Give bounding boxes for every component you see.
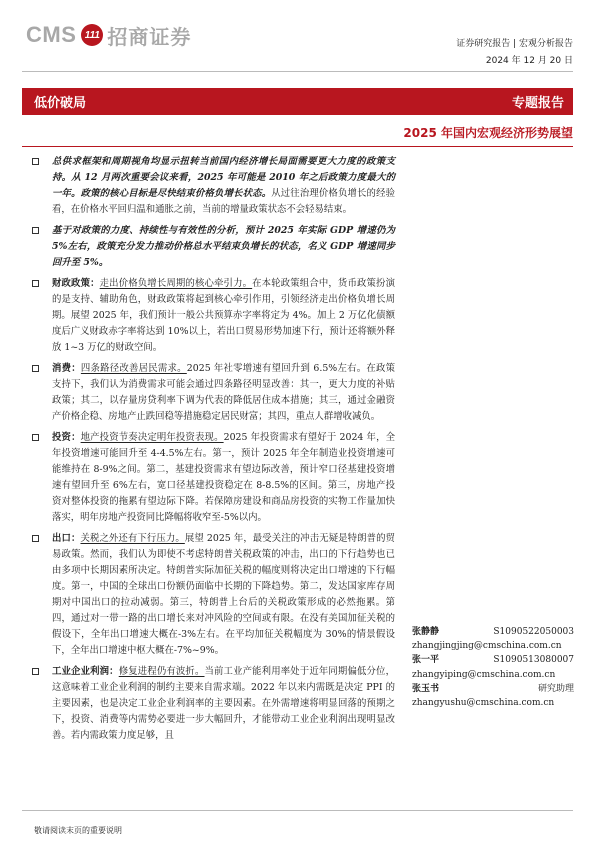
analyst-name: 张一平 (412, 655, 440, 666)
bullet-lead: 消费： (52, 363, 81, 374)
analyst-row (412, 653, 574, 667)
analyst-email[interactable]: zhangjingjing@cmschina.com.cn (412, 641, 562, 652)
title-banner (22, 88, 573, 115)
report-type: 证券研究报告 | 宏观分析报告 (456, 39, 573, 49)
bullet-headline: 关税之外还有下行压力。 (80, 533, 185, 544)
bullet-lead: 出口： (52, 533, 81, 544)
bullet-square-icon (32, 158, 39, 165)
logo-mark-text: 111 (84, 29, 100, 41)
report-date: 2024 年 12 月 20 日 (485, 56, 573, 66)
analyst-email[interactable]: zhangyiping@cmschina.com.cn (412, 669, 556, 680)
logo-mark-icon (81, 24, 103, 46)
bullet-text: 2025 年社零增速有望回升到 6.5%左右。在政策支持下，我们认为消费需求可能会通过四条路径明显改善：其一，更大力度的补贴政策；其二，以存量房贷利率下调为代表的降低居住成本措施；其三，通过金融资产价格企稳、房地产止跌回稳等措施稳定居民财富；其四，重点人群增收减负。 (52, 363, 395, 422)
logo-chinese-text: 招商证券 (107, 24, 192, 49)
bullet-bold-text: 基于对政策的力度、持续性与有效性的分析，预计 2025 年实际 GDP 增速仍为 5%左右，政策充分发力推动价格总水平结束负增长的状态，名义 GDP 增速同步回升至 5%。 (52, 225, 395, 268)
summary-bullet (30, 223, 395, 271)
bullet-bold-text: 总供求框架和周期视角均显示扭转当前国内经济增长局面需要更大力度的政策支持。从 12 月两次重要会议来看，2025 年可能是 2010 年之后政策力度最大的一年。政策的核心目标是尽快结束价格负增长状态。 (52, 156, 395, 199)
bullet-headline: 地产投资节奏决定明年投资表现。 (80, 432, 224, 443)
bullet-square-icon (32, 434, 39, 441)
bullet-lead: 财政政策： (52, 278, 100, 289)
bullet-text: 从过往治理价格负增长的经验看，在价格水平回归温和通胀之前，当前的增量政策状态不会轻易结束。 (52, 188, 395, 215)
analyst-row (412, 625, 574, 639)
consumption-bullet (30, 361, 395, 425)
analyst-list (412, 625, 574, 710)
bullet-text: 在本轮政策组合中，货币政策扮演的是支持、辅助角色，财政政策将起到核心牵引作用，引领经济走出价格负增长周期。展望 2025 年，我们预计一般公共预算赤字率将定为 4%。加上 2 万亿化债额度后广义财政赤字率将达到 10%以上，若出口贸易形势加速下行，预计还将额外释放 1~3 万亿的财政空间。 (52, 278, 395, 353)
bullet-lead: 投资： (52, 432, 81, 443)
report-title: 低价破局 (34, 96, 87, 111)
analyst-email[interactable]: zhangyushu@cmschina.com.cn (412, 698, 555, 709)
footer-note: 敬请阅读末页的重要说明 (34, 826, 122, 835)
bullet-headline: 走出价格负增长周期的核心牵引力。 (99, 278, 253, 289)
bullet-square-icon (32, 365, 39, 372)
logo-latin-text: CMS (26, 22, 77, 47)
analyst-name: 张静静 (412, 627, 440, 637)
bullet-square-icon (32, 535, 39, 542)
bullet-square-icon (32, 227, 39, 234)
industrial-profit-bullet (30, 664, 395, 744)
report-tag: 专题报告 (511, 96, 564, 111)
analyst-role: 研究助理 (537, 683, 574, 694)
bullet-text: 展望 2025 年，最受关注的冲击无疑是特朗普的贸易政策。然而，我们认为即使不考虑特朗普关税政策的冲击，出口的下行趋势也已由多项中长期因素所决定。特朗普实际加征关税的幅度则将决定出口增速的下行幅度。第一，中国的全球出口份额仍面临中长期的下降趋势。第二，发达国家库存周期对中国出口的拉动减弱。第三，特朗普上台后的关税政策形成的必然拖累。第四，通过对一带一路的出口增长来对冲风险的空间或有限。在没有美国加征关税的假设下，全年出口增速大概在-3%左右。在平均加征关税幅度为 30%的情景假设下，全年出口增速中枢大概在-7%~9%。 (52, 533, 395, 656)
analyst-id: S1090522050003 (493, 627, 574, 637)
bullet-lead: 工业企业利润： (52, 666, 119, 677)
bullet-text: 当前工业产能利用率处于近年同期偏低分位，这意味着工业企业利润的制约主要来自需求端。2022 年以来内需既是决定 PPI 的主要因素，也是决定工业企业利润率的主要因素。在外需增速将明显回落的预期之下，投资、消费等内需势必要进一步大幅回升，才能带动工业企业利润出现明显改善。若内需政策力度足够，且 (52, 666, 395, 741)
header-divider (22, 71, 573, 72)
summary-content (30, 154, 395, 749)
subtitle-divider (22, 146, 573, 147)
report-subtitle: 2025 年国内宏观经济形势展望 (403, 126, 573, 140)
summary-bullet (30, 154, 395, 218)
bullet-square-icon (32, 668, 39, 675)
bullet-square-icon (32, 280, 39, 287)
investment-bullet (30, 430, 395, 526)
fiscal-policy-bullet (30, 276, 395, 356)
analyst-id: S1090513080007 (493, 655, 574, 666)
cms-logo (26, 20, 191, 50)
analyst-name: 张玉书 (412, 683, 440, 694)
bullet-headline: 四条路径改善居民需求。 (80, 363, 187, 374)
bullet-headline: 修复进程仍有波折。 (118, 666, 205, 677)
bullet-text: 2025 年投资需求有望好于 2024 年，全年投资增速可能回升至 4-4.5%左右。第一，预计 2025 年全年制造业投资增速可能维持在 8-9%之间。第二，基建投资需求有望边际改善，预计窄口径基建投资增速有望回升至 6%左右，宽口径基建投资稳定在 8-8.5%的区间。第三，房地产投资对整体投资的拖累有望边际下降。若保障房建设和商品房投资的实物工作量加快落实，明年房地产投资同比降幅将收窄至-5%以内。 (52, 432, 395, 523)
export-bullet (30, 531, 395, 659)
footer-divider (22, 810, 573, 811)
report-meta (456, 36, 573, 70)
analyst-row (412, 682, 574, 696)
